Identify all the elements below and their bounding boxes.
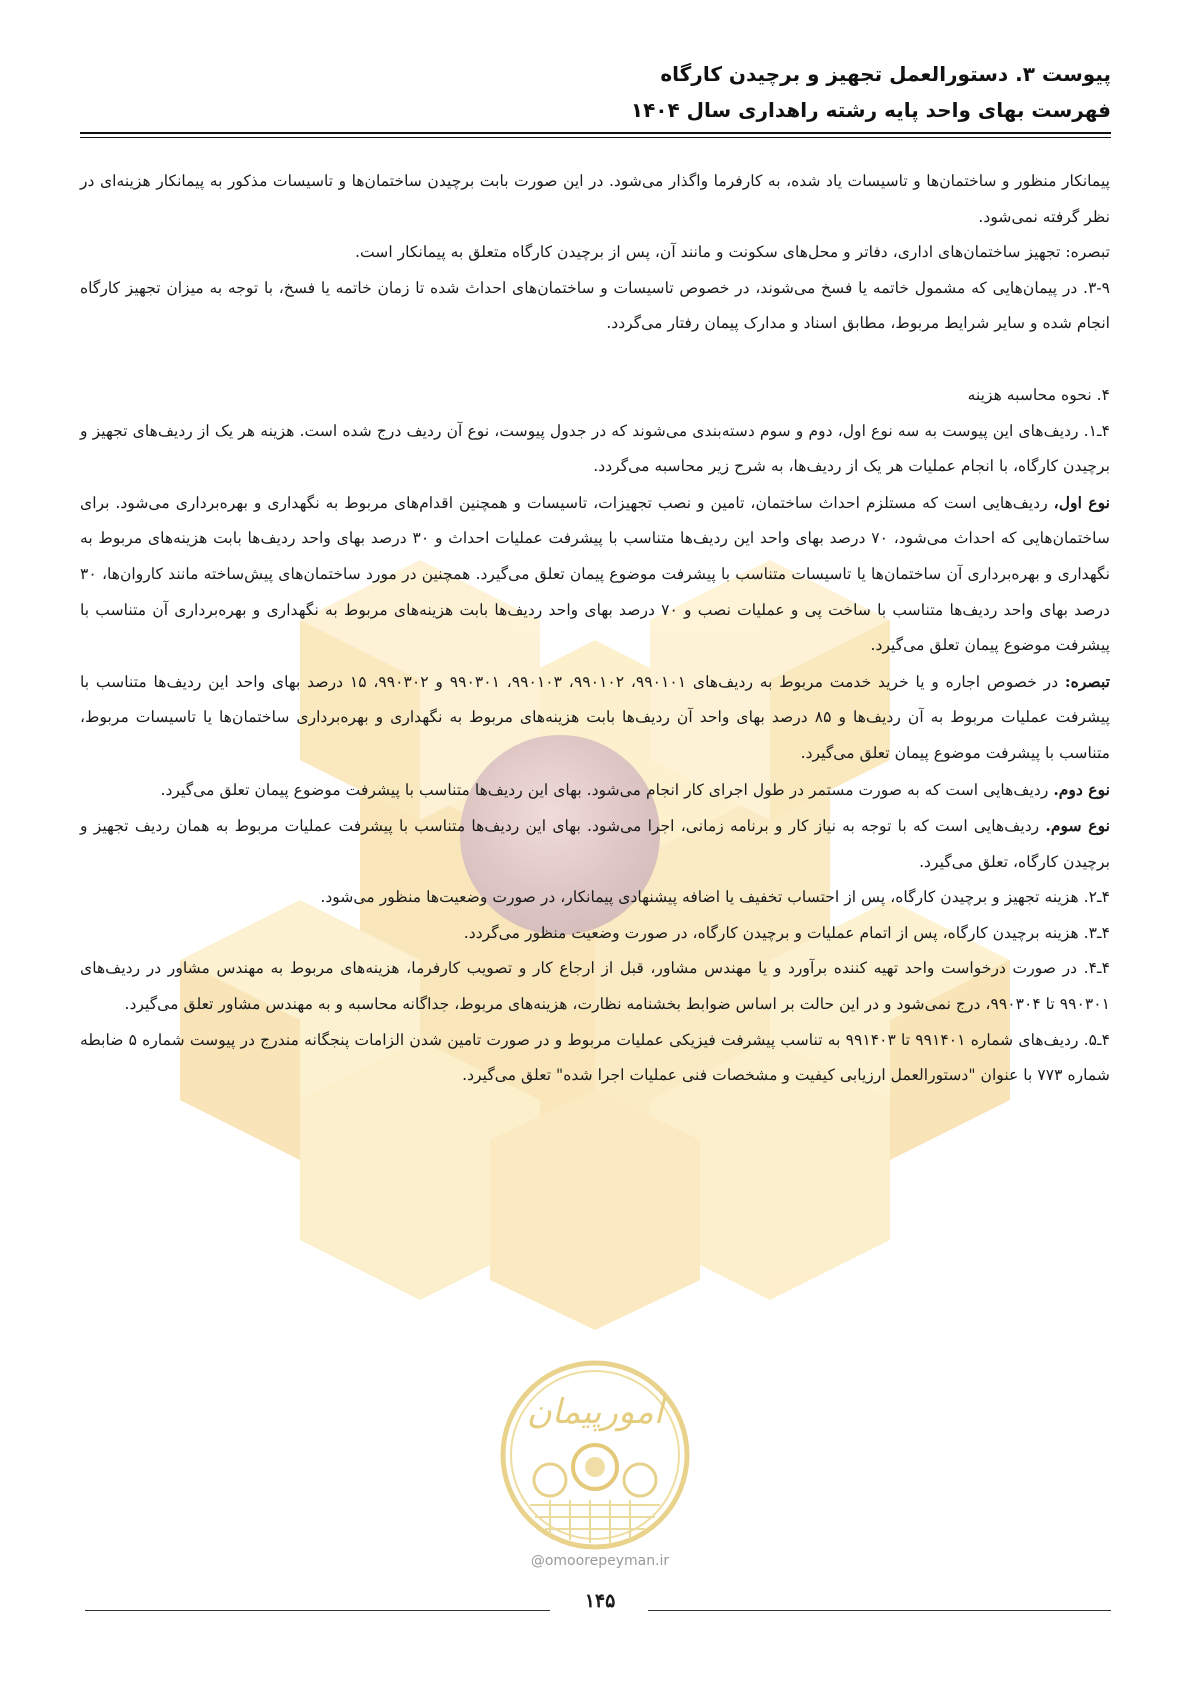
type-1-label: نوع اول، [1053,492,1110,512]
paragraph-note-buildings: تبصره: تجهیز ساختمان‌های اداری، دفاتر و محل‌های سکونت و مانند آن، پس از برچیدن کارگاه متعلق به پیمانکار است. [355,243,1110,262]
paragraph-type-3 [80,808,1110,880]
paragraph-4-1: ۴ـ۱. ردیف‌های این پیوست به سه نوع اول، دوم و سوم دسته‌بندی می‌شوند که در جدول پیوست، نوع آن ردیف درج شده است. هزینه هر یک از ردیف‌های تجهیز و برچیدن کارگاه، با انجام عملیات هر یک از ردیف‌ها، به شرح زیر محاسبه می‌گردد. [80,421,1110,476]
type-1-text: ردیف‌هایی است که مستلزم احداث ساختمان، تامین و نصب تجهیزات، تاسیسات و همچنین اقدام‌های مربوط به نگهداری و بهره‌برداری می‌شود. برای ساختمان‌هایی که احداث می‌شود، ۷۰ درصد بهای واحد این ردیف‌ها متناسب با پیشرفت عملیات احداث و ۳۰ درصد بهای واحد ردیف‌ها بابت هزینه‌های مربوط به نگهداری و بهره‌برداری آن ساختمان‌ها یا تاسیسات متناسب با پیشرفت موضوع پیمان تعلق می‌گیرد. همچنین در مورد ساختمان‌های پیش‌ساخته مانند کاروان‌ها، ۳۰ درصد بهای واحد ردیف‌ها متناسب با ساخت پی و عملیات نصب و ۷۰ درصد بهای واحد ردیف‌ها بابت هزینه‌های مربوط به نگهداری و بهره‌برداری آن متناسب با پیشرفت موضوع پیمان تعلق می‌گیرد. [80,493,1110,655]
paragraph-3-9: ۳-۹. در پیمان‌هایی که مشمول خاتمه یا فسخ می‌شوند، در خصوص تاسیسات و ساختمان‌های احداث شده تا زمان خاتمه یا فسخ، با توجه به میزان تجهیز کارگاه انجام شده و سایر شرایط مربوط، مطابق اسناد و مدارک پیمان رفتار می‌گردد. [80,278,1110,333]
section-4-title: ۴. نحوه محاسبه هزینه [967,385,1110,404]
type-2-label: نوع دوم. [1053,779,1110,799]
paragraph-4-3: ۴ـ۳. هزینه برچیدن کارگاه، پس از اتمام عملیات و برچیدن کارگاه، در صورت وضعیت منظور می‌گردد. [463,923,1110,942]
website-watermark: @omoorepeyman.ir [530,1553,670,1569]
paragraph-intro: پیمانکار منظور و ساختمان‌ها و تاسیسات یاد شده، به کارفرما واگذار می‌شود. در این صورت بابت برچیدن ساختمان‌ها و تاسیسات مذکور به پیمانکار هزینه‌ای در نظر گرفته نمی‌شود. [80,172,1110,226]
paragraph-type-2 [80,772,1110,809]
header-rule-thick [80,132,1111,134]
type-3-text: ردیف‌هایی است که با توجه به نیاز کار و برنامه زمانی، اجرا می‌شود. بهای این ردیف‌ها متناسب با پیشرفت عملیات مربوط به همان ردیف تجهیز و برچیدن کارگاه، تعلق می‌گیرد. [80,817,1110,871]
note-text: در خصوص اجاره و یا خرید خدمت مربوط به ردیف‌های ۹۹۰۱۰۱، ۹۹۰۱۰۲، ۹۹۰۱۰۳، ۹۹۰۳۰۱ و ۹۹۰۳۰۲، ۱۵ درصد بهای واحد این ردیف‌ها متناسب با پیشرفت عملیات مربوط به آن ردیف‌ها و ۸۵ درصد بهای واحد آن ردیف‌ها بابت هزینه‌های مربوط به نگهداری و بهره‌برداری ساختمان‌ها یا تاسیسات مربوط، متناسب با پیشرفت موضوع پیمان تعلق می‌گیرد. [80,672,1110,762]
header-rule-thin [80,137,1111,138]
logo-text: امورپیمان [526,1392,664,1432]
omoorepeyman-seal-logo-icon [490,1355,700,1555]
footer-rule-right [648,1610,1111,1611]
paragraph-type-1 [80,485,1110,664]
paragraph-gap [80,342,1110,378]
page-number: ۱۴۵ [584,1590,616,1612]
paragraph-note-rent [80,664,1110,772]
note-label: تبصره: [1064,671,1110,691]
footer-rule-left [85,1610,550,1611]
paragraph-4-5: ۴ـ۵. ردیف‌های شماره ۹۹۱۴۰۱ تا ۹۹۱۴۰۳ به تناسب پیشرفت فیزیکی عملیات مربوط و در صورت تامین شدن الزامات پنجگانه مندرج در پیوست شماره ۵ ضابطه شماره ۷۷۳ با عنوان "دستورالعمل ارزیابی کیفیت و مشخصات فنی عملیات اجرا شده" تعلق می‌گیرد. [80,1030,1110,1085]
type-2-text: ردیف‌هایی است که به صورت مستمر در طول اجرای کار انجام می‌شود. بهای این ردیف‌ها متناسب با پیشرفت موضوع پیمان تعلق می‌گیرد. [160,780,1054,799]
document-body [80,164,1110,1094]
paragraph-4-2: ۴ـ۲. هزینه تجهیز و برچیدن کارگاه، پس از احتساب تخفیف یا اضافه پیشنهادی پیمانکار، در صورت وضعیت‌ها منظور می‌شود. [320,888,1110,907]
paragraph-4-4: ۴ـ۴. در صورت درخواست واحد تهیه کننده برآورد و یا مهندس مشاور، قبل از ارجاع کار و تصویب کارفرما، هزینه‌های مربوط به مهندس مشاور در ردیف‌های ۹۹۰۳۰۱ تا ۹۹۰۳۰۴، درج نمی‌شود و در این حالت بر اساس ضوابط بخشنامه نظارت، هزینه‌های مربوط، جداگانه محاسبه و به مهندس مشاور تعلق می‌گیرد. [80,959,1110,1014]
header-title-line2: فهرست بهای واحد پایه رشته راهداری سال ۱۴۰۴ [630,98,1111,122]
page-header [81,56,1111,128]
type-3-label: نوع سوم. [1045,816,1110,836]
header-title-line1: پیوست ۳. دستورالعمل تجهیز و برچیدن کارگاه [660,62,1111,86]
